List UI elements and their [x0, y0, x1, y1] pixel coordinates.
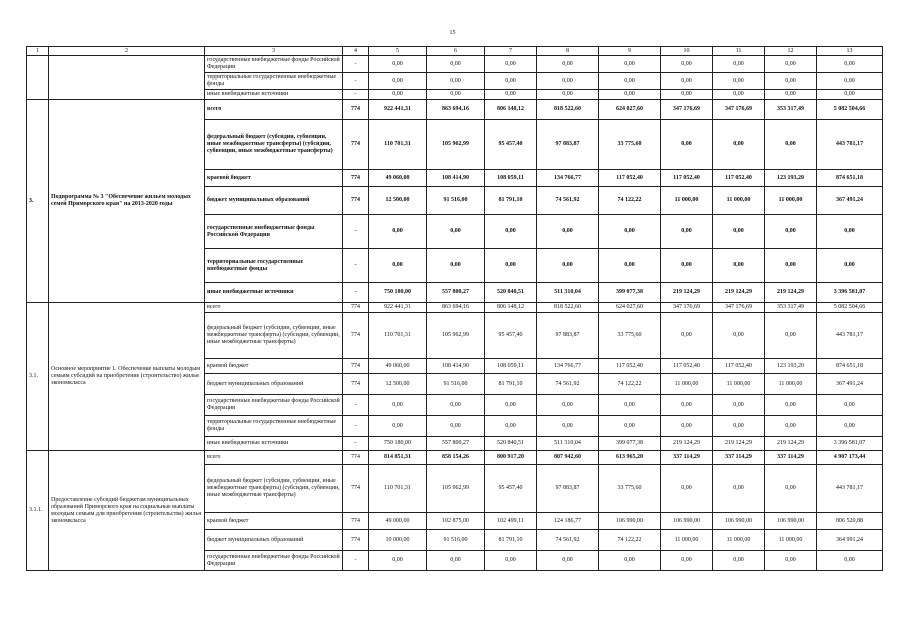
value-cell: 613 965,20 — [599, 451, 661, 465]
value-cell: 0,00 — [599, 395, 661, 416]
value-cell: 0,00 — [427, 90, 485, 100]
value-cell: 11 000,00 — [765, 187, 817, 215]
value-cell: 0,00 — [661, 215, 713, 249]
funding-source: территориальные государственные внебюджетные фонды — [205, 249, 343, 283]
funding-source: государственные внебюджетные фонды Российской Федерации — [205, 56, 343, 73]
funding-source: краевой бюджет — [205, 170, 343, 187]
gov-code: 774 — [343, 303, 369, 313]
value-cell: 0,00 — [537, 416, 599, 437]
value-cell: 353 317,49 — [765, 100, 817, 120]
gov-code: - — [343, 73, 369, 90]
value-cell: 117 052,40 — [599, 359, 661, 374]
value-cell: 0,00 — [427, 395, 485, 416]
row-number: 3. — [27, 100, 49, 303]
value-cell: 0,00 — [427, 249, 485, 283]
value-cell: 0,00 — [765, 465, 817, 513]
value-cell: 0,00 — [713, 551, 765, 571]
value-cell: 0,00 — [537, 551, 599, 571]
value-cell: 11 000,00 — [661, 530, 713, 551]
value-cell: 0,00 — [661, 249, 713, 283]
header-cell: 7 — [485, 47, 537, 56]
value-cell: 0,00 — [485, 249, 537, 283]
value-cell: 108 414,90 — [427, 359, 485, 374]
value-cell: 0,00 — [599, 215, 661, 249]
value-cell: 347 176,69 — [661, 100, 713, 120]
value-cell: 0,00 — [817, 90, 883, 100]
value-cell: 0,00 — [485, 551, 537, 571]
value-cell: 0,00 — [661, 551, 713, 571]
value-cell: 0,00 — [599, 73, 661, 90]
value-cell: 74 122,22 — [599, 187, 661, 215]
value-cell: 367 491,24 — [817, 187, 883, 215]
value-cell: 11 000,00 — [713, 530, 765, 551]
value-cell: 0,00 — [427, 56, 485, 73]
value-cell: 0,00 — [713, 56, 765, 73]
value-cell: 0,00 — [765, 249, 817, 283]
value-cell: 0,00 — [661, 465, 713, 513]
value-cell: 874 651,18 — [817, 359, 883, 374]
value-cell: 0,00 — [661, 395, 713, 416]
value-cell: 95 457,40 — [485, 120, 537, 170]
value-cell: 807 942,60 — [537, 451, 599, 465]
value-cell: 10 000,00 — [369, 530, 427, 551]
activity-name: Основное мероприятие 1. Обеспечение выплаты молодым семьям субсидий на приобретение (строительство) жилья экономкласса — [49, 303, 205, 451]
value-cell: 11 000,00 — [765, 374, 817, 395]
value-cell: 110 701,31 — [369, 313, 427, 359]
funding-source: краевой бюджет — [205, 513, 343, 530]
value-cell: 95 457,40 — [485, 313, 537, 359]
value-cell: 105 962,99 — [427, 120, 485, 170]
gov-code: - — [343, 416, 369, 437]
value-cell: 74 561,92 — [537, 530, 599, 551]
value-cell: 0,00 — [485, 73, 537, 90]
value-cell: 33 775,60 — [599, 465, 661, 513]
value-cell: 0,00 — [485, 56, 537, 73]
header-cell: 1 — [27, 47, 49, 56]
row-number: 3.1.1. — [27, 451, 49, 571]
value-cell: 91 516,00 — [427, 530, 485, 551]
value-cell: 117 052,40 — [661, 359, 713, 374]
gov-code: 774 — [343, 100, 369, 120]
value-cell: 0,00 — [713, 90, 765, 100]
value-cell: 347 176,69 — [713, 303, 765, 313]
value-cell: 4 907 173,44 — [817, 451, 883, 465]
value-cell: 624 027,60 — [599, 100, 661, 120]
value-cell: 12 500,00 — [369, 187, 427, 215]
value-cell: 353 317,49 — [765, 303, 817, 313]
value-cell: 0,00 — [765, 56, 817, 73]
value-cell: 0,00 — [765, 215, 817, 249]
funding-source: всего — [205, 451, 343, 465]
gov-code: - — [343, 437, 369, 451]
funding-source: территориальные государственные внебюджетные фонды — [205, 416, 343, 437]
value-cell: 557 800,27 — [427, 437, 485, 451]
header-cell: 10 — [661, 47, 713, 56]
value-cell: 219 124,29 — [713, 437, 765, 451]
value-cell: 0,00 — [427, 551, 485, 571]
value-cell: 0,00 — [537, 395, 599, 416]
value-cell: 108 414,90 — [427, 170, 485, 187]
gov-code: 774 — [343, 170, 369, 187]
funding-source: федеральный бюджет (субсидии, субвенции, иные межбюджетные трансферты) (субсидии, субвенции, иные межбюджетные трансферты) — [205, 313, 343, 359]
value-cell: 11 000,00 — [661, 187, 713, 215]
value-cell: 5 082 504,66 — [817, 100, 883, 120]
value-cell: 922 441,31 — [369, 303, 427, 313]
value-cell: 0,00 — [713, 249, 765, 283]
value-cell: 11 000,00 — [713, 187, 765, 215]
activity-name: Подпрограмма № 3 "Обеспечение жильем молодых семей Приморского края" на 2013-2020 годы — [49, 100, 205, 303]
funding-source: иные внебюджетные источники — [205, 437, 343, 451]
value-cell: 117 052,40 — [713, 359, 765, 374]
funding-source: всего — [205, 303, 343, 313]
funding-source: федеральный бюджет (субсидии, субвенции, иные межбюджетные трансферты) (субсидии, субвенции, иные межбюджетные трансферты) — [205, 120, 343, 170]
value-cell: 0,00 — [599, 90, 661, 100]
header-cell: 8 — [537, 47, 599, 56]
value-cell: 49 060,00 — [369, 170, 427, 187]
value-cell: 0,00 — [661, 313, 713, 359]
value-cell: 511 310,04 — [537, 283, 599, 303]
header-cell: 5 — [369, 47, 427, 56]
funding-source: бюджет муниципальных образований — [205, 374, 343, 395]
value-cell: 0,00 — [817, 73, 883, 90]
row-number — [27, 56, 49, 100]
value-cell: 0,00 — [765, 395, 817, 416]
value-cell: 0,00 — [817, 551, 883, 571]
value-cell: 33 775,60 — [599, 313, 661, 359]
gov-code: 774 — [343, 451, 369, 465]
value-cell: 0,00 — [537, 249, 599, 283]
value-cell: 0,00 — [537, 90, 599, 100]
header-cell: 2 — [49, 47, 205, 56]
value-cell: 49 060,00 — [369, 359, 427, 374]
funding-source: иные внебюджетные источники — [205, 90, 343, 100]
value-cell: 97 883,87 — [537, 465, 599, 513]
value-cell: 337 114,29 — [765, 451, 817, 465]
value-cell: 443 781,17 — [817, 465, 883, 513]
value-cell: 110 701,31 — [369, 465, 427, 513]
gov-code: 774 — [343, 359, 369, 374]
header-cell: 9 — [599, 47, 661, 56]
value-cell: 3 396 581,07 — [817, 437, 883, 451]
value-cell: 123 193,20 — [765, 170, 817, 187]
gov-code: 774 — [343, 374, 369, 395]
value-cell: 91 516,00 — [427, 187, 485, 215]
value-cell: 443 781,17 — [817, 313, 883, 359]
value-cell: 806 520,88 — [817, 513, 883, 530]
header-cell: 11 — [713, 47, 765, 56]
value-cell: 124 186,77 — [537, 513, 599, 530]
value-cell: 0,00 — [369, 56, 427, 73]
value-cell: 0,00 — [599, 56, 661, 73]
value-cell: 367 491,24 — [817, 374, 883, 395]
value-cell: 0,00 — [485, 90, 537, 100]
value-cell: 11 000,00 — [661, 374, 713, 395]
value-cell: 134 766,77 — [537, 359, 599, 374]
value-cell: 0,00 — [765, 313, 817, 359]
header-cell: 12 — [765, 47, 817, 56]
value-cell: 3 396 581,07 — [817, 283, 883, 303]
funding-source: всего — [205, 100, 343, 120]
table-row — [27, 56, 883, 73]
value-cell: 0,00 — [599, 551, 661, 571]
value-cell: 806 148,12 — [485, 100, 537, 120]
budget-table — [26, 46, 883, 571]
gov-code: - — [343, 551, 369, 571]
header-cell: 3 — [205, 47, 343, 56]
value-cell: 0,00 — [713, 416, 765, 437]
value-cell: 219 124,29 — [765, 283, 817, 303]
value-cell: 0,00 — [661, 120, 713, 170]
table-row — [27, 451, 883, 465]
value-cell: 102 875,00 — [427, 513, 485, 530]
value-cell: 347 176,69 — [713, 100, 765, 120]
row-number: 3.1. — [27, 303, 49, 451]
value-cell: 0,00 — [661, 416, 713, 437]
funding-source: бюджет муниципальных образований — [205, 187, 343, 215]
value-cell: 750 180,00 — [369, 283, 427, 303]
value-cell: 750 180,00 — [369, 437, 427, 451]
activity-name — [49, 56, 205, 100]
gov-code: 774 — [343, 313, 369, 359]
value-cell: 0,00 — [369, 215, 427, 249]
value-cell: 0,00 — [817, 56, 883, 73]
value-cell: 0,00 — [427, 416, 485, 437]
value-cell: 337 114,29 — [661, 451, 713, 465]
value-cell: 863 694,16 — [427, 100, 485, 120]
value-cell: 818 522,60 — [537, 303, 599, 313]
value-cell: 81 791,10 — [485, 530, 537, 551]
value-cell: 0,00 — [661, 73, 713, 90]
page-number: 15 — [449, 30, 456, 36]
value-cell: 0,00 — [817, 215, 883, 249]
value-cell: 0,00 — [661, 90, 713, 100]
value-cell: 0,00 — [427, 73, 485, 90]
value-cell: 443 781,17 — [817, 120, 883, 170]
value-cell: 520 840,51 — [485, 283, 537, 303]
value-cell: 0,00 — [369, 551, 427, 571]
funding-source: территориальные государственные внебюджетные фонды — [205, 73, 343, 90]
value-cell: 12 500,00 — [369, 374, 427, 395]
value-cell: 863 694,16 — [427, 303, 485, 313]
value-cell: 97 883,87 — [537, 120, 599, 170]
value-cell: 0,00 — [485, 395, 537, 416]
value-cell: 219 124,29 — [661, 437, 713, 451]
value-cell: 0,00 — [537, 73, 599, 90]
value-cell: 117 052,40 — [713, 170, 765, 187]
header-cell: 4 — [343, 47, 369, 56]
value-cell: 74 122,22 — [599, 530, 661, 551]
value-cell: 106 990,00 — [661, 513, 713, 530]
value-cell: 105 962,99 — [427, 465, 485, 513]
funding-source: государственные внебюджетные фонды Российской Федерации — [205, 551, 343, 571]
value-cell: 818 522,60 — [537, 100, 599, 120]
funding-source: государственные внебюджетные фонды Российской Федерации — [205, 395, 343, 416]
value-cell: 134 766,77 — [537, 170, 599, 187]
value-cell: 81 791,10 — [485, 187, 537, 215]
value-cell: 0,00 — [369, 73, 427, 90]
value-cell: 74 561,92 — [537, 187, 599, 215]
value-cell: 511 310,04 — [537, 437, 599, 451]
value-cell: 0,00 — [427, 215, 485, 249]
value-cell: 91 516,00 — [427, 374, 485, 395]
value-cell: 74 561,92 — [537, 374, 599, 395]
value-cell: 0,00 — [765, 120, 817, 170]
gov-code: - — [343, 249, 369, 283]
value-cell: 0,00 — [599, 416, 661, 437]
value-cell: 0,00 — [369, 395, 427, 416]
value-cell: 0,00 — [537, 215, 599, 249]
funding-source: бюджет муниципальных образований — [205, 530, 343, 551]
value-cell: 858 154,26 — [427, 451, 485, 465]
value-cell: 97 883,87 — [537, 313, 599, 359]
value-cell: 117 052,40 — [661, 170, 713, 187]
value-cell: 922 441,31 — [369, 100, 427, 120]
value-cell: 0,00 — [713, 313, 765, 359]
gov-code: - — [343, 90, 369, 100]
gov-code: 774 — [343, 465, 369, 513]
value-cell: 81 791,10 — [485, 374, 537, 395]
value-cell: 11 000,00 — [713, 374, 765, 395]
value-cell: 0,00 — [369, 90, 427, 100]
value-cell: 105 962,99 — [427, 313, 485, 359]
activity-name: Предоставление субсидий бюджетам муниципальных образований Приморского края на социальные выплаты молодым семьям для приобретения (строительства) жилья экономкласса — [49, 451, 205, 571]
value-cell: 117 052,40 — [599, 170, 661, 187]
header-row — [27, 47, 883, 56]
gov-code: - — [343, 56, 369, 73]
value-cell: 0,00 — [765, 416, 817, 437]
table-row — [27, 100, 883, 120]
value-cell: 0,00 — [369, 416, 427, 437]
value-cell: 11 000,00 — [765, 530, 817, 551]
value-cell: 0,00 — [369, 249, 427, 283]
value-cell: 0,00 — [485, 416, 537, 437]
value-cell: 347 176,69 — [661, 303, 713, 313]
gov-code: 774 — [343, 530, 369, 551]
value-cell: 0,00 — [713, 395, 765, 416]
value-cell: 0,00 — [765, 73, 817, 90]
value-cell: 219 124,29 — [661, 283, 713, 303]
value-cell: 0,00 — [817, 416, 883, 437]
funding-source: федеральный бюджет (субсидии, субвенции, иные межбюджетные трансферты) (субсидии, субвенции, иные межбюджетные трансферты) — [205, 465, 343, 513]
value-cell: 0,00 — [713, 73, 765, 90]
value-cell: 800 917,20 — [485, 451, 537, 465]
value-cell: 364 991,24 — [817, 530, 883, 551]
value-cell: 0,00 — [713, 120, 765, 170]
value-cell: 106 990,00 — [599, 513, 661, 530]
value-cell: 0,00 — [537, 56, 599, 73]
gov-code: - — [343, 395, 369, 416]
gov-code: - — [343, 283, 369, 303]
gov-code: 774 — [343, 120, 369, 170]
value-cell: 123 193,20 — [765, 359, 817, 374]
value-cell: 108 059,11 — [485, 170, 537, 187]
table-body — [27, 47, 883, 571]
header-cell: 6 — [427, 47, 485, 56]
table-row — [27, 303, 883, 313]
value-cell: 0,00 — [765, 551, 817, 571]
header-cell: 13 — [817, 47, 883, 56]
value-cell: 624 027,60 — [599, 303, 661, 313]
value-cell: 106 990,00 — [713, 513, 765, 530]
value-cell: 520 840,51 — [485, 437, 537, 451]
value-cell: 33 775,60 — [599, 120, 661, 170]
value-cell: 5 082 504,66 — [817, 303, 883, 313]
funding-source: иные внебюджетные источники — [205, 283, 343, 303]
gov-code: - — [343, 215, 369, 249]
value-cell: 0,00 — [765, 90, 817, 100]
gov-code: 774 — [343, 513, 369, 530]
value-cell: 814 851,31 — [369, 451, 427, 465]
value-cell: 557 800,27 — [427, 283, 485, 303]
value-cell: 0,00 — [713, 465, 765, 513]
value-cell: 110 701,31 — [369, 120, 427, 170]
value-cell: 95 457,40 — [485, 465, 537, 513]
value-cell: 874 651,18 — [817, 170, 883, 187]
value-cell: 0,00 — [817, 395, 883, 416]
value-cell: 337 114,29 — [713, 451, 765, 465]
value-cell: 0,00 — [661, 56, 713, 73]
value-cell: 219 124,29 — [713, 283, 765, 303]
value-cell: 399 077,38 — [599, 437, 661, 451]
value-cell: 0,00 — [713, 215, 765, 249]
value-cell: 49 000,00 — [369, 513, 427, 530]
value-cell: 0,00 — [485, 215, 537, 249]
value-cell: 102 499,11 — [485, 513, 537, 530]
gov-code: 774 — [343, 187, 369, 215]
value-cell: 74 122,22 — [599, 374, 661, 395]
value-cell: 108 059,11 — [485, 359, 537, 374]
value-cell: 399 077,38 — [599, 283, 661, 303]
value-cell: 219 124,29 — [765, 437, 817, 451]
funding-source: государственные внебюджетные фонды Российской Федерации — [205, 215, 343, 249]
value-cell: 0,00 — [599, 249, 661, 283]
value-cell: 0,00 — [817, 249, 883, 283]
value-cell: 806 148,12 — [485, 303, 537, 313]
funding-source: краевой бюджет — [205, 359, 343, 374]
value-cell: 106 990,00 — [765, 513, 817, 530]
